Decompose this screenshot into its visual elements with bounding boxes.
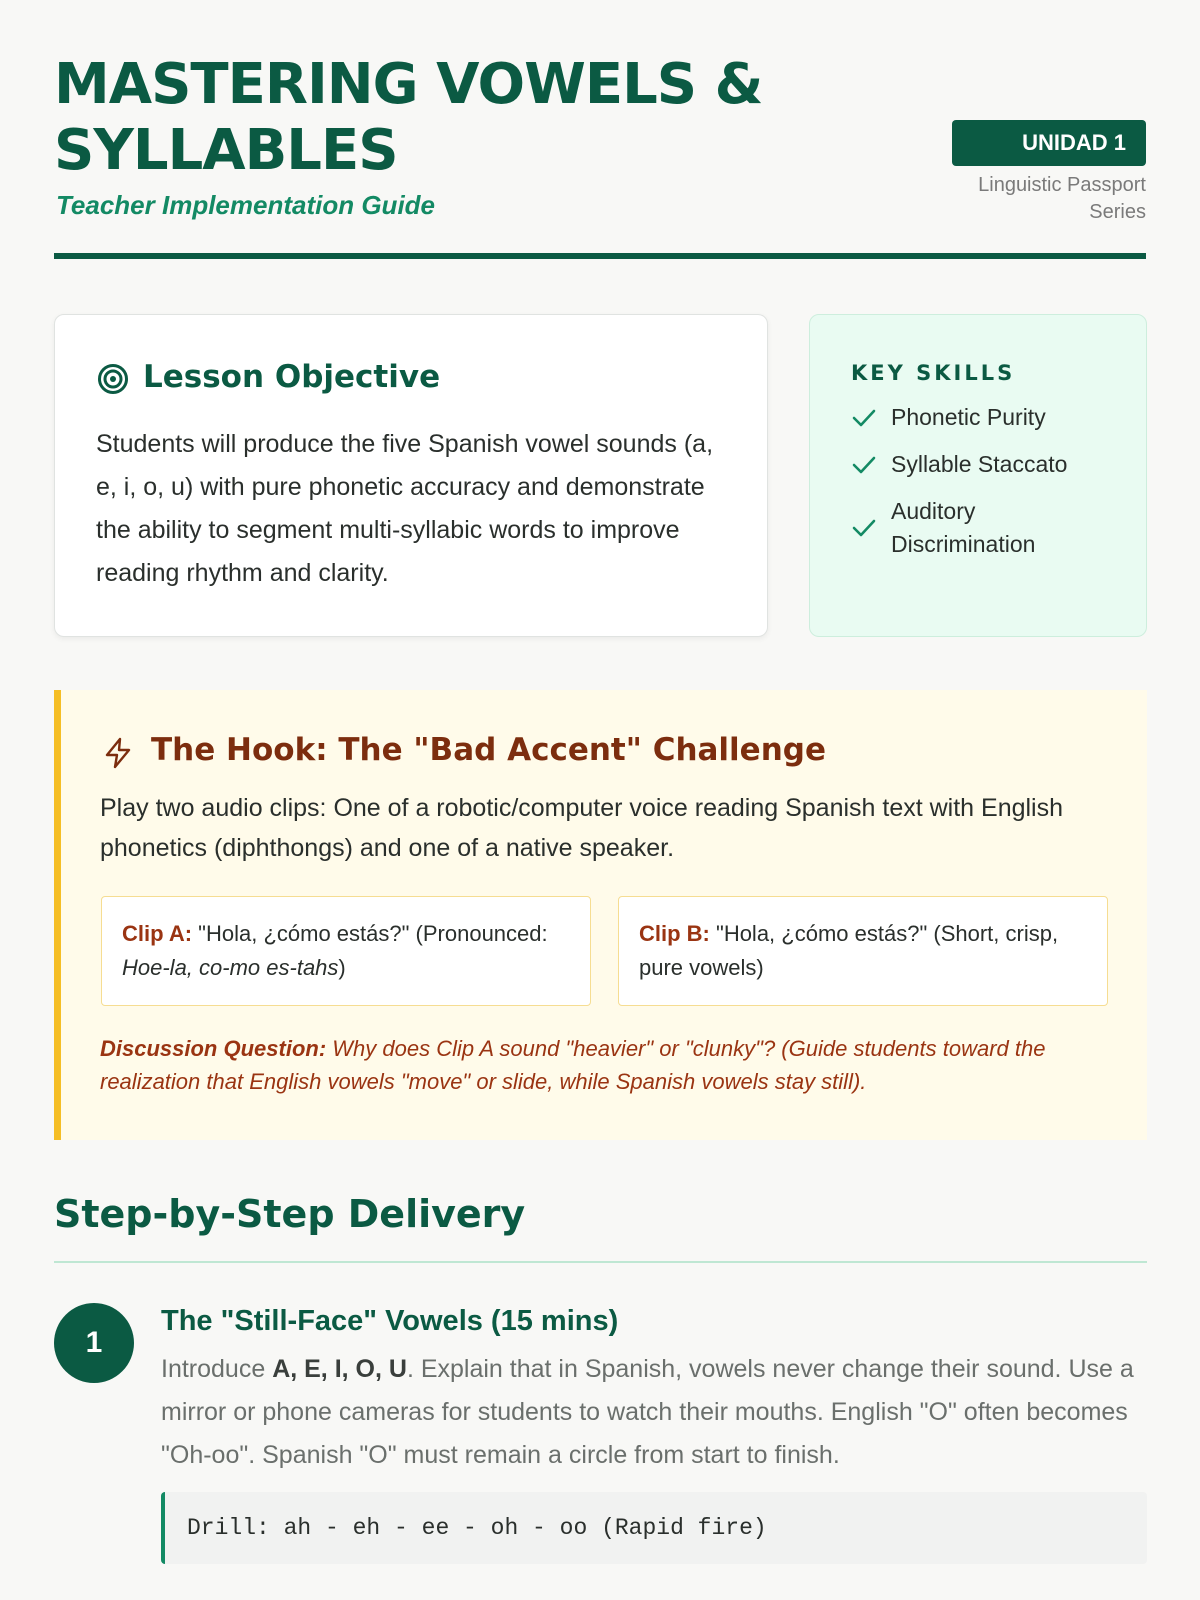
discussion-label: Discussion Question:: [100, 1036, 327, 1061]
clip-a-card: [101, 896, 591, 1006]
clip-label: Clip B:: [639, 921, 710, 946]
check-icon: [851, 516, 877, 540]
unit-badge: UNIDAD 1: [952, 120, 1146, 166]
section-divider: [54, 1261, 1147, 1263]
skills-title: KEY SKILLS: [851, 361, 1016, 385]
skill-item: [851, 448, 1121, 481]
objective-text: Students will produce the five Spanish vowel sounds (a, e, i, o, u) with pure phonetic accuracy and demonstrate the ability to segment multi-syllabic words to improve reading rhythm and clarity.: [96, 430, 714, 587]
key-skills-card: [809, 314, 1147, 637]
drill-code-block: Drill: ah - eh - ee - oh - oo (Rapid fire): [161, 1492, 1147, 1564]
step-text-vowels: A, E, I, O, U: [272, 1355, 407, 1383]
page-subtitle: Teacher Implementation Guide: [56, 190, 436, 220]
page-title: MASTERING VOWELS & SYLLABLES: [54, 52, 763, 183]
clip-quote-end: ): [338, 955, 346, 980]
clip-label: Clip A:: [122, 921, 193, 946]
clip-b-card: [618, 896, 1108, 1006]
step-title: The "Still-Face" Vowels (15 mins): [161, 1305, 619, 1337]
step-number-badge: 1: [54, 1303, 134, 1383]
clip-quote: "Hola, ¿cómo estás?" (Pronounced:: [192, 921, 548, 946]
lightning-icon: [101, 736, 135, 770]
target-icon: [97, 363, 129, 395]
lesson-objective-card: [54, 314, 768, 637]
skill-label: Auditory Discrimination: [891, 498, 1036, 557]
page-header: [54, 0, 1146, 260]
series-label: Linguistic Passport Series: [978, 174, 1146, 223]
discussion-question: [100, 1032, 1110, 1098]
discussion-text: Why does Clip A sound "heavier" or "clunky"? (Guide students toward the realization that English vowels "move" or slide, while Spanish vowels stay still).: [100, 1036, 1046, 1094]
clip-pronunciation: Hoe-la, co-mo es-tahs: [122, 955, 339, 980]
section-title: Step-by-Step Delivery: [54, 1192, 526, 1236]
hook-text: Play two audio clips: One of a robotic/computer voice reading Spanish text with English phonetics (diphthongs) and one of a native speaker.: [100, 794, 1064, 862]
check-icon: [851, 406, 877, 430]
step-text-rest: . Explain that in Spanish, vowels never change their sound. Use a mirror or phone cameras for students to watch their mouths. English "O" often becomes "Oh-oo". Spanish "O" must remain a circle from start to finish.: [161, 1355, 1134, 1469]
skill-label: Syllable Staccato: [891, 451, 1068, 477]
skill-item: [851, 495, 1041, 561]
step-text: [161, 1348, 1151, 1477]
step-text-intro: Introduce: [161, 1355, 273, 1383]
objective-title: Lesson Objective: [143, 359, 441, 395]
skill-item: [851, 401, 1121, 434]
hook-section: [54, 690, 1147, 1140]
clip-quote: "Hola, ¿cómo estás?" (Short, crisp, pure vowels): [639, 921, 1059, 980]
check-icon: [851, 453, 877, 477]
hook-title: The Hook: The "Bad Accent" Challenge: [151, 732, 826, 768]
skill-label: Phonetic Purity: [891, 404, 1046, 430]
header-divider: [54, 253, 1146, 259]
